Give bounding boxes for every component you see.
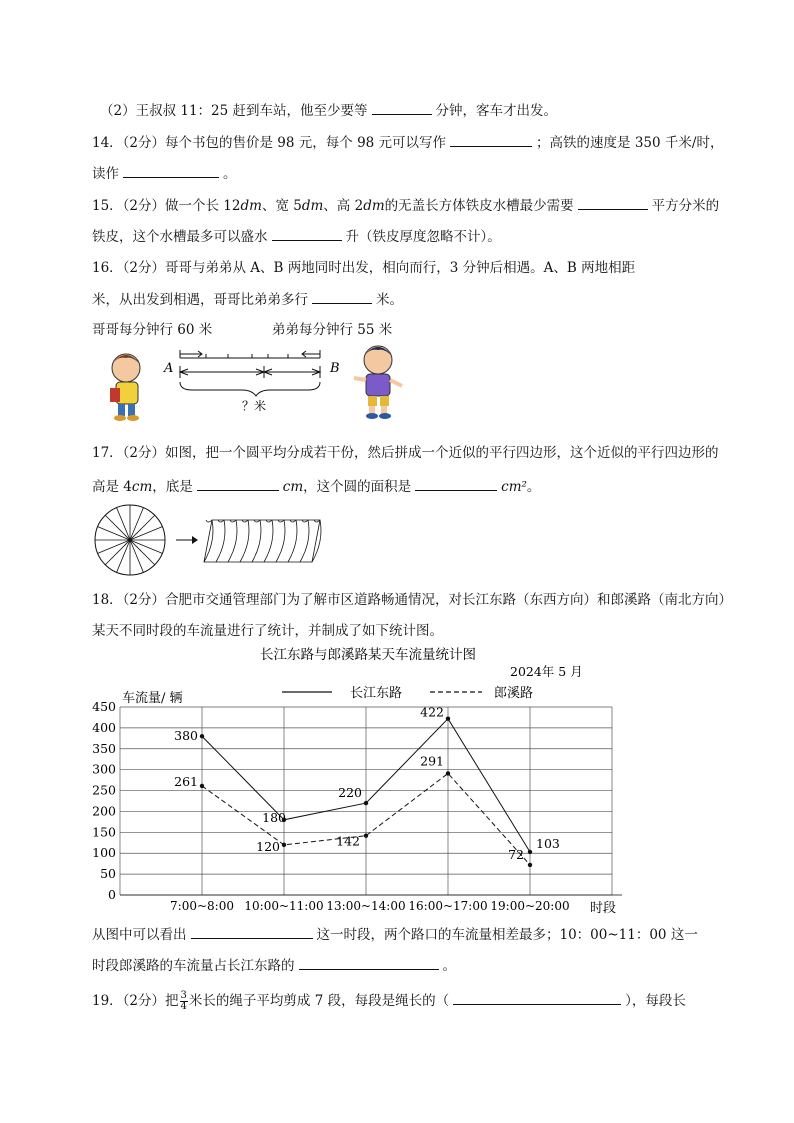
q17-diagram xyxy=(92,502,332,578)
q15-text-p3: 、高 2 xyxy=(323,198,364,214)
chart-title: 长江东路与郎溪路某天车流量统计图 xyxy=(260,647,476,663)
traffic-line-chart xyxy=(92,640,652,920)
q14-answer-blank-1[interactable] xyxy=(450,132,532,147)
q19-text-head: 19．（2分）把 xyxy=(92,993,179,1009)
question-17 xyxy=(92,443,719,463)
divided-circle xyxy=(95,505,165,575)
question-13-part-2 xyxy=(100,100,557,121)
q18-text-after1-pre: 从图中可以看出 xyxy=(92,927,187,943)
x-tick-label: 19:00~20:00 xyxy=(490,899,570,913)
y-tick-label: 300 xyxy=(92,761,116,777)
data-label: 142 xyxy=(336,833,360,849)
q13-answer-blank[interactable] xyxy=(372,100,432,115)
data-label: 180 xyxy=(262,809,286,825)
q19-text-mid: 米长的绳子平均剪成 7 段，每段是绳长的（ xyxy=(188,993,450,1009)
x-tick-label: 16:00~17:00 xyxy=(408,899,488,913)
q17-unit-cm-1: cm xyxy=(131,479,153,495)
question-18-line2 xyxy=(92,621,443,641)
q18-text-line2: 某天不同时段的车流量进行了统计，并制成了如下统计图。 xyxy=(92,623,443,639)
q17-unit-cm-2: cm xyxy=(282,479,304,495)
y-tick-label: 250 xyxy=(92,782,116,798)
y-tick-label: 0 xyxy=(108,887,116,902)
y-tick-label: 200 xyxy=(92,803,116,819)
q18-text-after2-pre: 时段郎溪路的车流量占长江东路的 xyxy=(92,958,295,974)
q17-text-c: ，这个圆的面积是 xyxy=(303,479,412,495)
question-14-line2 xyxy=(92,163,237,184)
q16-answer-blank[interactable] xyxy=(312,289,372,304)
data-point xyxy=(446,771,450,775)
q15-text-head: 15．（2分）做一个长 12 xyxy=(92,198,241,214)
q16-text-head: 16．（2分）哥哥与弟弟从 A、B 两地同时出发，相向而行，3 分钟后相遇。A、B 两地相距 xyxy=(92,260,636,276)
y-tick-label: 150 xyxy=(92,824,116,840)
q15-unit-dm-1: dm xyxy=(240,198,262,214)
question-16 xyxy=(92,258,635,278)
data-point xyxy=(364,833,368,837)
y-tick-label: 450 xyxy=(92,699,116,714)
data-labels xyxy=(174,705,560,862)
question-17-line2 xyxy=(92,476,540,497)
data-point xyxy=(446,716,450,720)
legend-series-1: 长江东路 xyxy=(350,686,403,701)
q18-answer-blank-1[interactable] xyxy=(191,924,313,939)
q16-label-left: 哥哥每分钟行 60 米 xyxy=(92,322,213,338)
arrow-icon xyxy=(176,536,198,544)
q14-text-mid: ；高铁的速度是 350 千米/时， xyxy=(536,135,724,151)
question-18-after2 xyxy=(92,955,456,976)
question-19 xyxy=(92,990,686,1012)
q17-answer-blank-2[interactable] xyxy=(415,476,497,491)
q17-text-d: 。 xyxy=(526,479,541,495)
q16-label-right: 弟弟每分钟行 55 米 xyxy=(272,322,393,338)
question-15-line2 xyxy=(92,226,501,247)
q19-text-tail: ），每段长 xyxy=(625,993,686,1009)
q15-answer-blank-1[interactable] xyxy=(578,195,648,210)
q15-text-p2: 、宽 5 xyxy=(261,198,302,214)
y-tick-label: 400 xyxy=(92,719,116,735)
total-distance-label: ？米 xyxy=(242,399,267,413)
q17-text-b: ，底是 xyxy=(152,479,193,495)
q14-answer-blank-2[interactable] xyxy=(123,163,219,178)
q15-text-p4: 的无盖长方体铁皮水槽最少需要 xyxy=(384,198,574,214)
q17-text-head: 17．（2分）如图，把一个圆平均分成若干份，然后拼成一个近似的平行四边形，这个近似的平行四边形的 xyxy=(92,445,719,461)
boy-left-illustration xyxy=(110,354,140,421)
q15-text-line2-post: 升（铁皮厚度忽略不计）。 xyxy=(345,229,501,245)
x-tick-label: 7:00~8:00 xyxy=(170,899,234,913)
data-label: 120 xyxy=(256,838,280,854)
question-18-after1 xyxy=(92,924,698,945)
legend xyxy=(282,686,533,701)
q19-answer-blank[interactable] xyxy=(453,990,621,1005)
q16-text-line2-post: 米。 xyxy=(376,292,403,308)
q15-text-line2-pre: 铁皮，这个水槽最多可以盛水 xyxy=(92,229,268,245)
x-tick-labels xyxy=(170,899,570,913)
q16-diagram xyxy=(92,338,422,428)
question-18 xyxy=(92,590,732,610)
q15-unit-dm-2: dm xyxy=(301,198,324,214)
q18-text-head: 18．（2分）合肥市交通管理部门为了解市区道路畅通情况，对长江东路（东西方向）和郎溪路（南北方向） xyxy=(92,592,733,608)
q17-answer-blank-1[interactable] xyxy=(197,476,279,491)
q14-text-line2-pre: 读作 xyxy=(92,166,119,182)
data-label: 291 xyxy=(420,753,444,769)
q18-text-after2-post: 。 xyxy=(442,958,456,974)
data-label: 261 xyxy=(174,773,198,789)
data-point xyxy=(364,801,368,805)
y-tick-label: 350 xyxy=(92,740,116,756)
question-16-line2 xyxy=(92,289,403,310)
x-axis-label: 时段 xyxy=(590,901,617,916)
approx-parallelogram xyxy=(204,520,321,562)
data-point xyxy=(200,734,204,738)
data-label: 422 xyxy=(420,704,444,720)
question-15 xyxy=(92,195,719,216)
y-tick-labels xyxy=(92,699,116,902)
data-point xyxy=(528,850,532,854)
data-label: 220 xyxy=(338,785,362,801)
q13-text-pre: （2）王叔叔 11：25 赶到车站，他至少要等 xyxy=(100,103,368,119)
q18-text-after1-post: 这一时段，两个路口的车流量相差最多；10：00~11：00 这一 xyxy=(316,927,698,943)
q13-text-post: 分钟，客车才出发。 xyxy=(435,103,558,119)
x-tick-label: 10:00~11:00 xyxy=(244,899,324,913)
q15-unit-dm-3: dm xyxy=(363,198,385,214)
data-label: 103 xyxy=(536,835,560,851)
question-14 xyxy=(92,132,723,153)
y-tick-label: 100 xyxy=(92,845,116,861)
q18-answer-blank-2[interactable] xyxy=(299,955,439,970)
legend-series-2: 郎溪路 xyxy=(494,686,534,701)
q14-text-head: 14．（2分）每个书包的售价是 98 元，每个 98 元可以写作 xyxy=(92,135,447,151)
boy-right-illustration xyxy=(354,346,402,419)
y-tick-label: 50 xyxy=(100,866,116,882)
point-b-label: B xyxy=(330,361,340,376)
data-point xyxy=(528,863,532,867)
q14-text-line2-post: 。 xyxy=(223,166,237,182)
data-label: 72 xyxy=(508,846,524,862)
q16-text-line2-pre: 米，从出发到相遇，哥哥比弟弟多行 xyxy=(92,292,308,308)
fraction-three-quarters: $\frac{3}{4}$ xyxy=(180,990,187,1012)
q15-text-p5: 平方分米的 xyxy=(651,198,720,214)
data-label: 380 xyxy=(174,728,198,744)
q17-text-a: 高是 4 xyxy=(92,479,132,495)
q17-unit-cm2: cm² xyxy=(501,479,527,495)
chart-subtitle: 2024年 5 月 xyxy=(510,664,583,679)
data-point xyxy=(200,784,204,788)
point-a-label: A xyxy=(164,361,174,376)
q15-answer-blank-2[interactable] xyxy=(272,226,342,241)
y-axis-label: 车流量/ 辆 xyxy=(122,691,183,706)
data-point xyxy=(282,843,286,847)
x-tick-label: 13:00~14:00 xyxy=(326,899,406,913)
